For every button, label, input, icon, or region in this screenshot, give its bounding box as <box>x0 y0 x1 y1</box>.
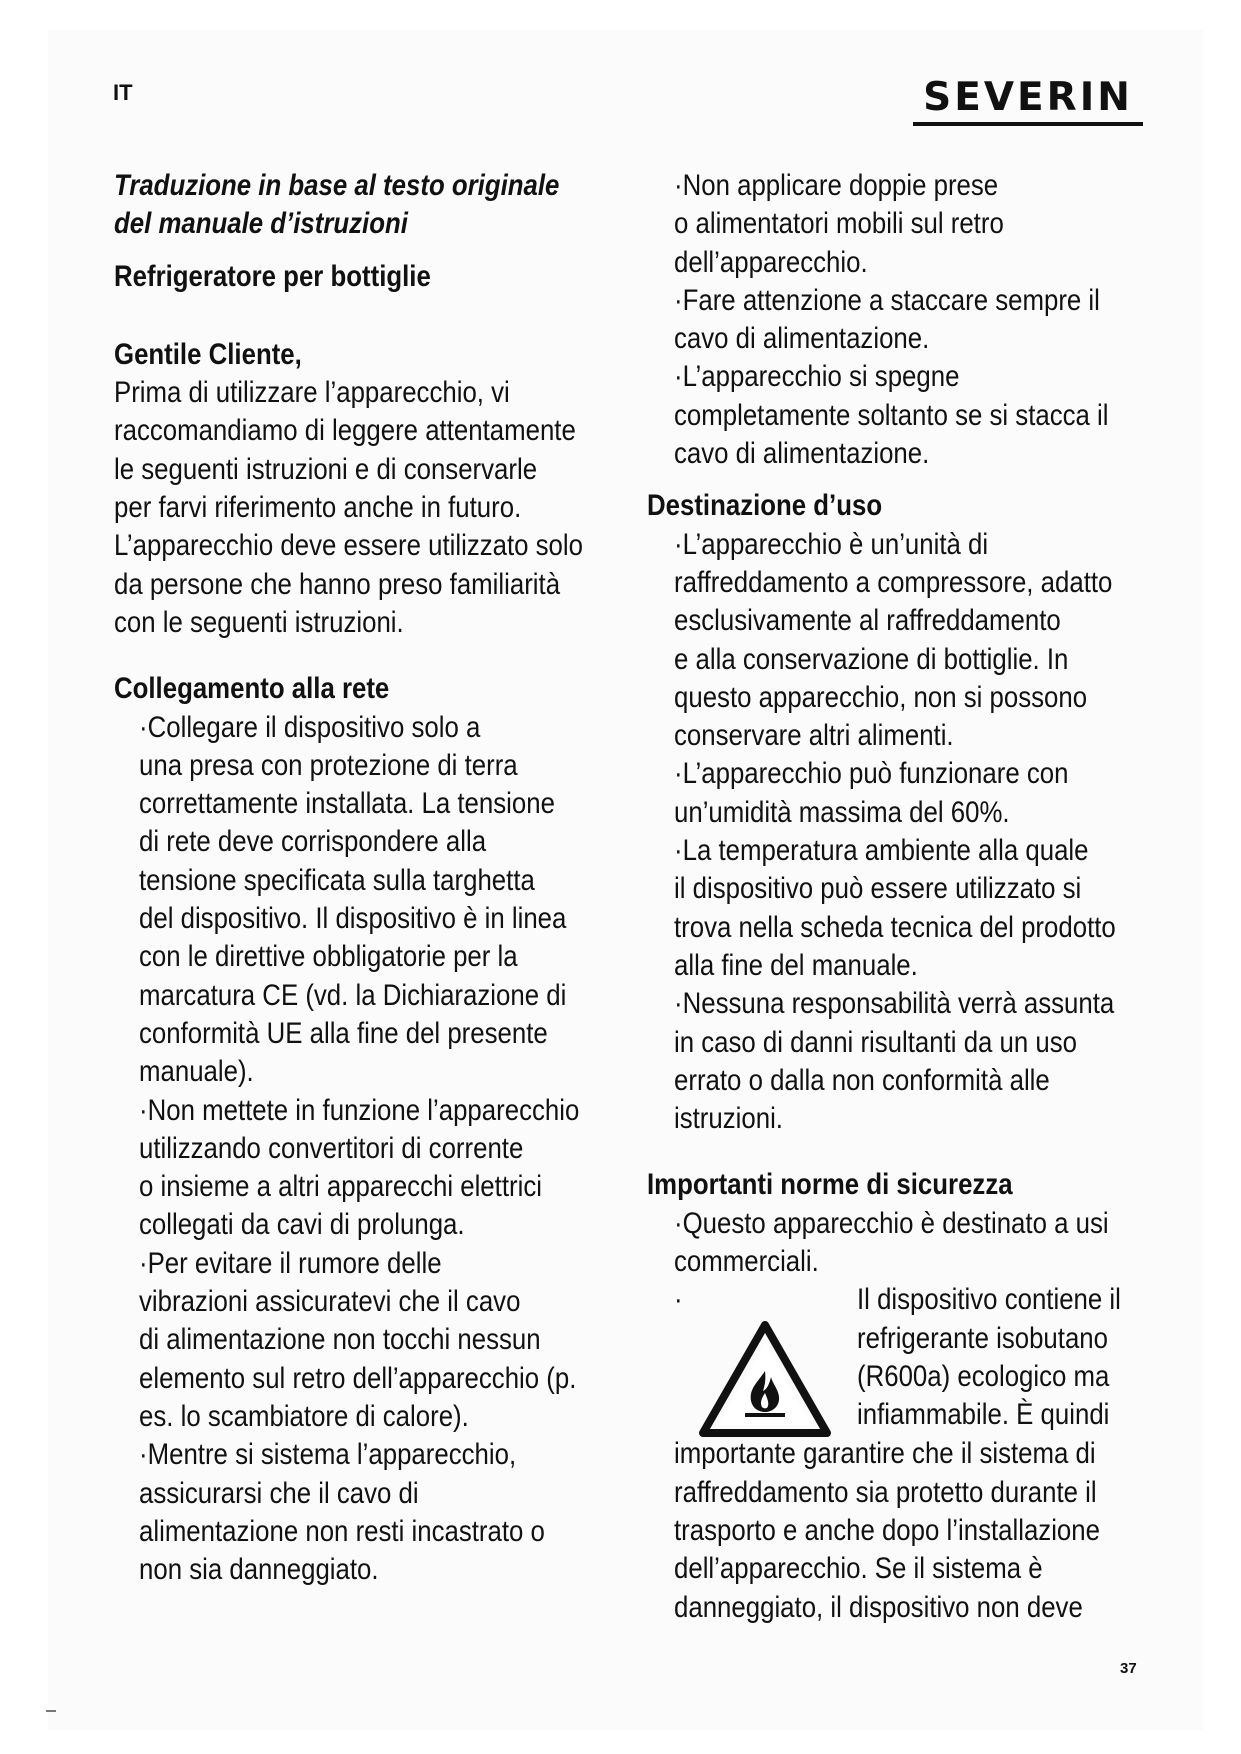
bullet-marker: · <box>674 834 683 868</box>
bullet-marker: · <box>139 710 148 744</box>
list-item: ·Collegare il dispositivo solo a una presa con protezione di terra correttamente installata. La tensione di rete deve corrispondere alla tensione specificata sulla targhetta del dispositivo. Il dispositivo è in linea con le direttive obbligatorie per la marcatura CE (vd. la Dichiarazione di conformità UE alla fine del presente manuale). <box>139 710 567 1089</box>
intended-use-bullet-list <box>647 526 1167 1139</box>
left-column <box>114 167 644 1589</box>
bullet-marker: · <box>674 360 683 394</box>
right-column <box>647 167 1167 1627</box>
safety-heading: Importanti norme di sicurezza <box>647 1168 1013 1202</box>
scan-mark <box>46 1710 56 1712</box>
product-subtitle: Refrigeratore per bottiglie <box>114 259 431 293</box>
connection-bullet-list <box>114 709 644 1590</box>
list-item: ·Nessuna responsabilità verrà assunta in caso di danni risultanti da un uso errato o dalla non conformità alle istruzioni. <box>674 987 1115 1136</box>
power-bullet-list <box>647 167 1167 473</box>
intro-line: le seguenti istruzioni e di conservarle <box>114 452 538 486</box>
brand-logo-text: SEVERIN <box>923 75 1133 120</box>
bullet-marker: · <box>674 987 683 1021</box>
bullet-marker: · <box>674 283 683 317</box>
bullet-marker: · <box>139 1093 148 1127</box>
intro-line: da persone che hanno preso familiarità <box>114 567 561 601</box>
list-item: ·Non mettete in funzione l’apparecchio utilizzando convertitori di corrente o insieme a altri apparecchi elettrici collegati da cavi di prolunga. <box>139 1093 580 1242</box>
bullet-marker: · <box>139 1246 148 1280</box>
list-item: ·L’apparecchio è un’unità di raffreddamento a compressore, adatto esclusivamente al raffreddamento e alla conservazione di bottiglie. In questo apparecchio, non si possono conservare altri alimenti. <box>674 527 1113 753</box>
brand-logo-underline <box>913 122 1143 126</box>
greeting-heading: Gentile Cliente, <box>114 337 302 371</box>
intro-line: Prima di utilizzare l’apparecchio, vi <box>114 376 510 410</box>
safety-continuation: importante garantire che il sistema di raffreddamento sia protetto durante il trasporto e anche dopo l’installazione dell’apparecchio. Se il sistema è danneggiato, il dispositivo non deve <box>674 1437 1100 1624</box>
connection-heading: Collegamento alla rete <box>114 672 390 706</box>
intro-paragraph <box>114 374 644 642</box>
intro-line: per farvi riferimento anche in futuro. <box>114 491 522 525</box>
list-item: ·Non applicare doppie prese o alimentatori mobili sul retro dell’apparecchio. <box>674 169 1004 279</box>
list-item: ·Fare attenzione a staccare sempre il cavo di alimentazione. <box>674 283 1100 356</box>
bullet-marker: · <box>674 757 683 791</box>
document-title-line-2: del manuale d’istruzioni <box>114 207 408 241</box>
intro-line: con le seguenti istruzioni. <box>114 605 404 639</box>
list-item: ·La temperatura ambiente alla quale il dispositivo può essere utilizzato si trova nella scheda tecnica del prodotto alla fine del manuale. <box>674 834 1116 982</box>
list-item: ·L’apparecchio può funzionare con un’umidità massima del 60%. <box>674 757 1069 829</box>
list-item: ·Mentre si sistema l’apparecchio, assicurarsi che il cavo di alimentazione non resti incastrato o non sia danneggiato. <box>139 1438 545 1587</box>
language-code: IT <box>113 80 133 105</box>
intro-line: raccomandiamo di leggere attentamente <box>114 414 576 448</box>
brand-logo <box>913 75 1143 126</box>
document-title-line-1: Traduzione in base al testo originale <box>114 169 560 202</box>
page-number: 37 <box>1120 1660 1137 1677</box>
intended-use-heading: Destinazione d’uso <box>647 489 883 523</box>
bullet-marker: · <box>674 1283 683 1317</box>
list-item <box>674 1281 1167 1435</box>
list-item: ·Per evitare il rumore delle vibrazioni assicuratevi che il cavo di alimentazione non tocchi nessun elemento sul retro dell’apparecchio (p. es. lo scambiatore di calore). <box>139 1246 577 1433</box>
flammable-refrigerant-text: Il dispositivo contiene il refrigerante isobutano (R600a) ecologico ma infiammabile. È quindi <box>857 1283 1121 1432</box>
bullet-marker: · <box>674 1206 683 1240</box>
list-item: ·L’apparecchio si spegne completamente soltanto se si stacca il cavo di alimentazione. <box>674 360 1109 471</box>
bullet-marker: · <box>139 1438 148 1472</box>
list-item: ·Questo apparecchio è destinato a usi commerciali. <box>674 1206 1109 1279</box>
bullet-marker: · <box>674 527 683 561</box>
bullet-marker: · <box>674 169 683 202</box>
safety-bullet-list <box>647 1205 1167 1627</box>
intro-line: L’apparecchio deve essere utilizzato solo <box>114 529 583 563</box>
flammable-warning-icon <box>699 1321 831 1439</box>
